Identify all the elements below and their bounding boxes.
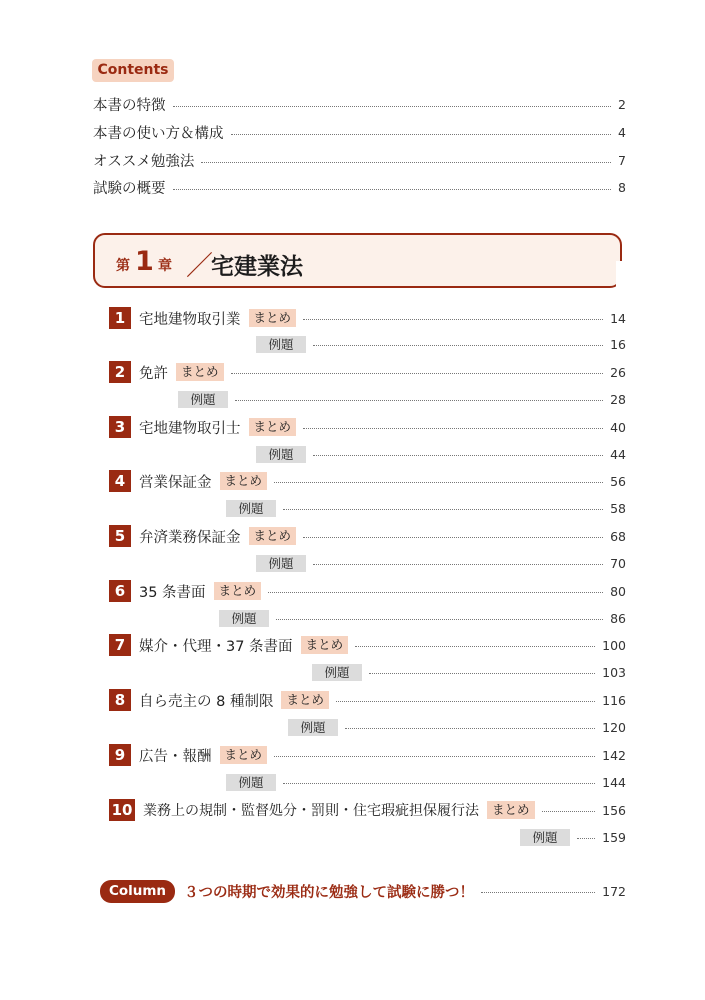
example-row-8[interactable] (288, 719, 626, 736)
example-tag: 例題 (226, 774, 276, 791)
section-title: 宅地建物取引業 (139, 311, 241, 328)
dot-leader (345, 728, 595, 729)
example-page: 28 (610, 392, 626, 407)
section-row-9[interactable] (109, 744, 626, 766)
example-tag: 例題 (178, 391, 228, 408)
example-row-3[interactable] (256, 446, 626, 463)
summary-tag: まとめ (220, 746, 268, 764)
dot-leader (276, 619, 603, 620)
summary-tag: まとめ (487, 801, 535, 819)
section-title: 媒介・代理・37 条書面 (139, 638, 293, 655)
section-row-4[interactable] (109, 470, 626, 492)
dot-leader (542, 811, 596, 812)
example-tag: 例題 (219, 610, 269, 627)
dot-leader (173, 106, 612, 107)
dot-leader (313, 345, 603, 346)
dot-leader (336, 701, 595, 702)
toc-item-page: 7 (618, 153, 626, 168)
summary-tag: まとめ (214, 582, 262, 600)
toc-item-title: 本書の使い方＆構成 (93, 126, 224, 142)
dot-leader (235, 400, 603, 401)
example-row-9[interactable] (226, 774, 626, 791)
summary-tag: まとめ (176, 363, 224, 381)
dot-leader (283, 783, 595, 784)
dot-leader (355, 646, 595, 647)
summary-page: 116 (602, 692, 626, 708)
column-row[interactable] (184, 880, 626, 903)
dot-leader (268, 592, 603, 593)
section-number: 1 (109, 307, 131, 329)
section-row-10[interactable] (109, 799, 626, 821)
example-tag: 例題 (288, 719, 338, 736)
example-page: 16 (610, 337, 626, 352)
dot-leader (231, 373, 604, 374)
section-row-3[interactable] (109, 416, 626, 438)
dot-leader (577, 838, 595, 839)
example-page: 103 (602, 665, 626, 680)
example-row-5[interactable] (256, 555, 626, 572)
chapter-suffix: 章 (158, 258, 172, 274)
summary-tag: まとめ (249, 418, 297, 436)
summary-tag: まとめ (220, 472, 268, 490)
section-number: 7 (109, 634, 131, 656)
example-row-2[interactable] (178, 391, 626, 408)
example-row-10[interactable] (520, 829, 626, 846)
section-number: 9 (109, 744, 131, 766)
section-number: 8 (109, 689, 131, 711)
summary-page: 68 (610, 528, 626, 544)
section-row-6[interactable] (109, 580, 626, 602)
example-row-1[interactable] (256, 336, 626, 353)
summary-page: 100 (602, 637, 626, 653)
dot-leader (313, 455, 603, 456)
example-row-4[interactable] (226, 500, 626, 517)
section-row-8[interactable] (109, 689, 626, 711)
example-tag: 例題 (256, 555, 306, 572)
section-number: 6 (109, 580, 131, 602)
example-tag: 例題 (256, 336, 306, 353)
chapter-header-box (93, 233, 622, 288)
example-tag: 例題 (256, 446, 306, 463)
example-page: 120 (602, 720, 626, 735)
dot-leader (283, 509, 603, 510)
chapter-slash: ／ (186, 251, 213, 282)
summary-page: 14 (610, 310, 626, 326)
section-row-5[interactable] (109, 525, 626, 547)
section-number: 4 (109, 470, 131, 492)
section-title: 免許 (139, 365, 168, 382)
example-tag: 例題 (312, 664, 362, 681)
dot-leader (481, 892, 595, 893)
dot-leader (201, 162, 611, 163)
dot-leader (274, 756, 595, 757)
section-row-2[interactable] (109, 361, 626, 383)
summary-page: 142 (602, 747, 626, 763)
column-badge: Column (100, 880, 175, 903)
example-page: 44 (610, 447, 626, 462)
summary-tag: まとめ (249, 527, 297, 545)
section-title: 35 条書面 (139, 584, 206, 601)
toc-item-study-method[interactable] (93, 150, 626, 171)
section-number: 3 (109, 416, 131, 438)
dot-leader (231, 134, 612, 135)
toc-item-usage[interactable] (93, 122, 626, 143)
toc-item-page: 8 (618, 180, 626, 195)
summary-tag: まとめ (281, 691, 329, 709)
contents-badge: Contents (92, 59, 174, 82)
summary-tag: まとめ (301, 636, 349, 654)
chapter-prefix: 第 (116, 258, 130, 274)
section-number: 2 (109, 361, 131, 383)
dot-leader (303, 428, 603, 429)
example-tag: 例題 (520, 829, 570, 846)
summary-page: 40 (610, 419, 626, 435)
column-title: ３つの時期で効果的に勉強して試験に勝つ！ (184, 885, 474, 901)
toc-item-page: 2 (618, 97, 626, 112)
chapter-number: 1 (135, 246, 154, 277)
dot-leader (173, 189, 612, 190)
example-row-6[interactable] (219, 610, 626, 627)
dot-leader (274, 482, 603, 483)
section-title: 業務上の規制・監督処分・罰則・住宅瑕疵担保履行法 (143, 803, 479, 819)
example-page: 70 (610, 556, 626, 571)
section-number: 10 (109, 799, 135, 821)
example-page: 159 (602, 830, 626, 845)
example-page: 58 (610, 501, 626, 516)
section-title: 広告・報酬 (139, 748, 212, 765)
toc-item-exam-overview[interactable] (93, 177, 626, 198)
toc-item-page: 4 (618, 125, 626, 140)
section-row-1[interactable] (109, 307, 626, 329)
section-title: 弁済業務保証金 (139, 529, 241, 546)
dot-leader (369, 673, 595, 674)
toc-item-title: オススメ勉強法 (93, 154, 195, 170)
example-row-7[interactable] (312, 664, 626, 681)
dot-leader (303, 319, 603, 320)
section-row-7[interactable] (109, 634, 626, 656)
summary-tag: まとめ (249, 309, 297, 327)
section-number: 5 (109, 525, 131, 547)
summary-page: 156 (602, 802, 626, 818)
section-title: 自ら売主の 8 種制限 (139, 693, 274, 710)
column-page: 172 (602, 884, 626, 899)
dot-leader (303, 537, 603, 538)
example-tag: 例題 (226, 500, 276, 517)
section-title: 宅地建物取引士 (139, 420, 241, 437)
summary-page: 80 (610, 583, 626, 599)
toc-item-title: 本書の特徴 (93, 98, 166, 114)
summary-page: 26 (610, 364, 626, 380)
example-page: 144 (602, 775, 626, 790)
example-page: 86 (610, 611, 626, 626)
toc-item-features[interactable] (93, 94, 626, 115)
dot-leader (313, 564, 603, 565)
summary-page: 56 (610, 473, 626, 489)
section-title: 営業保証金 (139, 474, 212, 491)
chapter-title[interactable]: 宅建業法 (211, 254, 303, 280)
toc-item-title: 試験の概要 (93, 181, 166, 197)
